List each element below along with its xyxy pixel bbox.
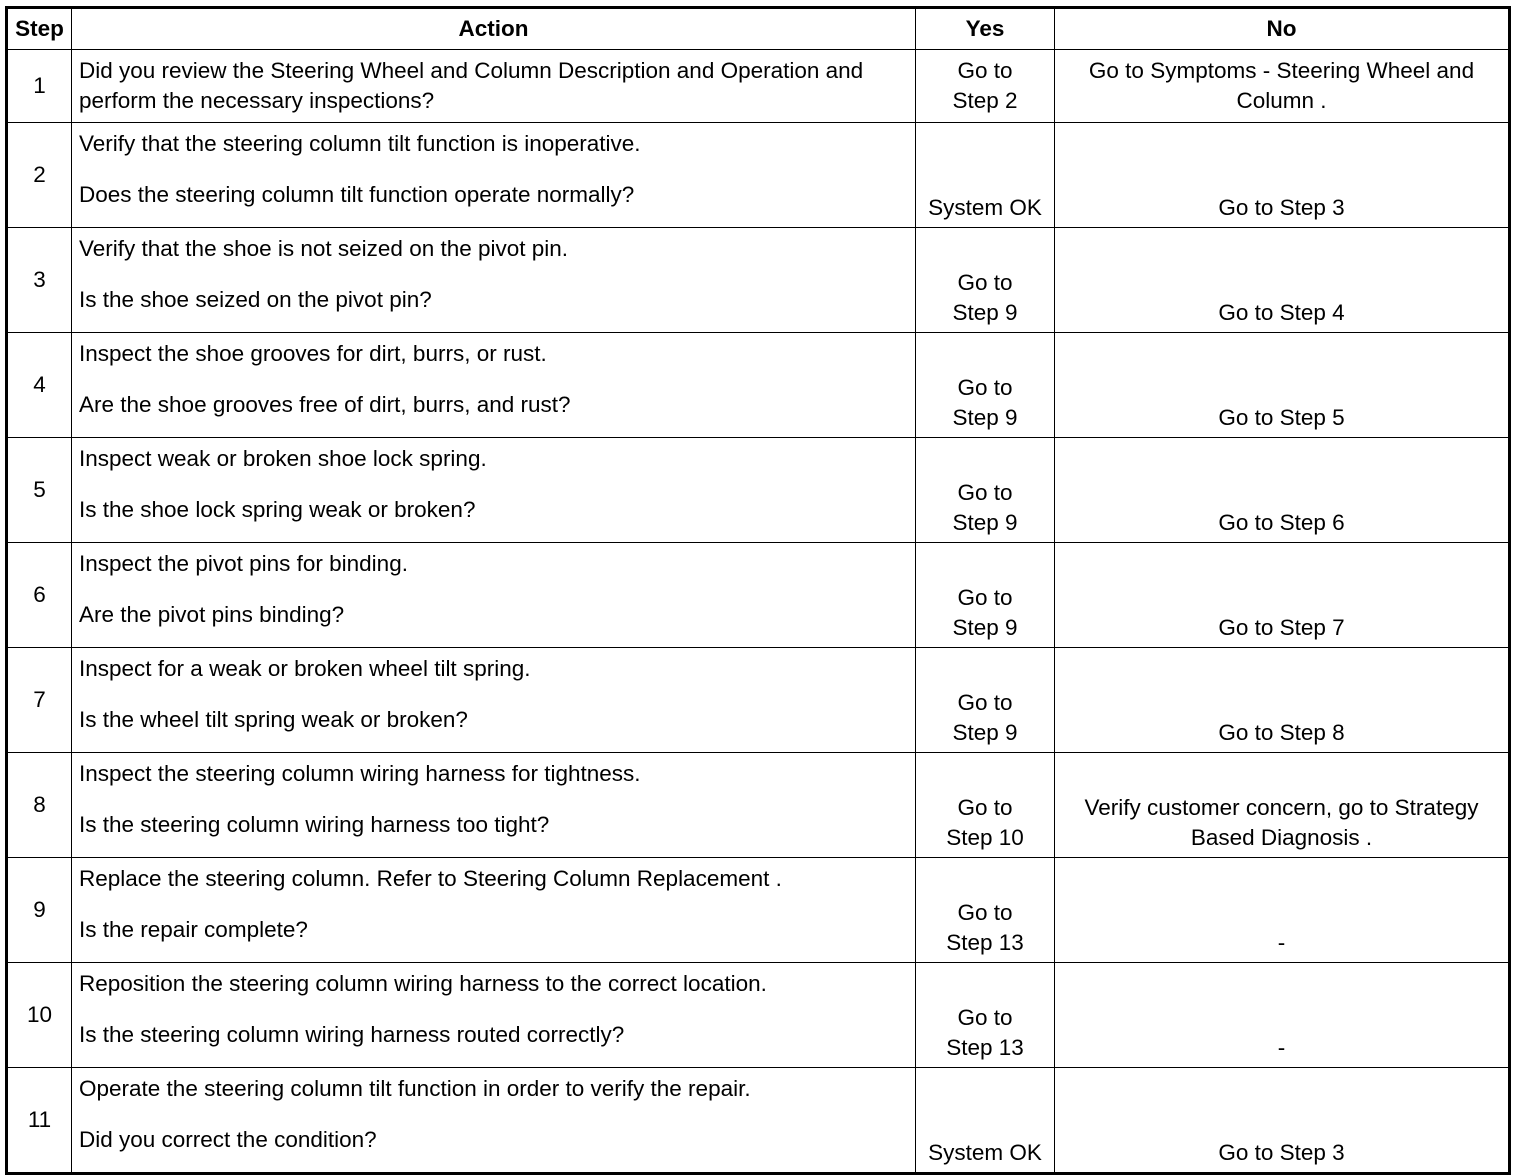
yes-cell xyxy=(916,648,1055,753)
step-number: 10 xyxy=(7,963,72,1068)
no-result: - xyxy=(1277,930,1286,955)
yes-result: Go to Step 13 xyxy=(946,1005,1024,1060)
no-cell xyxy=(1055,963,1510,1068)
action-cell xyxy=(72,648,916,753)
action-instruction: Replace the steering column. Refer to Steering Column Replacement . xyxy=(79,866,782,891)
action-question: Is the wheel tilt spring weak or broken? xyxy=(79,707,468,732)
action-cell xyxy=(72,438,916,543)
no-result: Go to Step 5 xyxy=(1218,405,1345,430)
action-instruction: Verify that the steering column tilt function is inoperative. xyxy=(79,131,641,156)
table-row xyxy=(7,123,1510,228)
no-result: Go to Step 8 xyxy=(1218,720,1345,745)
table-row xyxy=(7,228,1510,333)
action-question: Is the shoe lock spring weak or broken? xyxy=(79,497,476,522)
table-row xyxy=(7,543,1510,648)
action-instruction: Inspect the pivot pins for binding. xyxy=(79,551,408,576)
action-cell xyxy=(72,963,916,1068)
yes-result: System OK xyxy=(928,1140,1042,1165)
action-instruction: Inspect for a weak or broken wheel tilt spring. xyxy=(79,656,531,681)
action-instruction: Operate the steering column tilt function in order to verify the repair. xyxy=(79,1076,751,1101)
step-number: 3 xyxy=(7,228,72,333)
action-cell xyxy=(72,123,916,228)
table-row xyxy=(7,50,1510,123)
no-cell xyxy=(1055,438,1510,543)
yes-result: Go to Step 9 xyxy=(952,585,1018,640)
table-row xyxy=(7,648,1510,753)
no-cell xyxy=(1055,228,1510,333)
no-cell xyxy=(1055,648,1510,753)
no-cell xyxy=(1055,1068,1510,1174)
yes-cell xyxy=(916,753,1055,858)
table-row xyxy=(7,753,1510,858)
table-row xyxy=(7,1068,1510,1174)
step-number: 7 xyxy=(7,648,72,753)
header-yes: Yes xyxy=(916,8,1055,50)
yes-cell xyxy=(916,858,1055,963)
header-row xyxy=(7,8,1510,50)
yes-cell xyxy=(916,333,1055,438)
step-number: 5 xyxy=(7,438,72,543)
yes-cell xyxy=(916,123,1055,228)
yes-cell xyxy=(916,50,1055,123)
step-number: 11 xyxy=(7,1068,72,1174)
action-cell xyxy=(72,333,916,438)
yes-result: Go to Step 2 xyxy=(952,58,1018,113)
yes-cell xyxy=(916,438,1055,543)
action-instruction: Verify that the shoe is not seized on the pivot pin. xyxy=(79,236,569,261)
action-instruction: Did you review the Steering Wheel and Column Description and Operation and perform the necessary inspections? xyxy=(79,58,864,113)
table-body xyxy=(7,50,1510,1174)
no-cell xyxy=(1055,858,1510,963)
yes-result: Go to Step 10 xyxy=(946,795,1024,850)
action-question: Is the shoe seized on the pivot pin? xyxy=(79,287,432,312)
no-cell xyxy=(1055,543,1510,648)
no-cell xyxy=(1055,123,1510,228)
no-result: Go to Step 3 xyxy=(1218,1140,1345,1165)
action-question: Are the pivot pins binding? xyxy=(79,602,345,627)
no-cell xyxy=(1055,333,1510,438)
table-row xyxy=(7,963,1510,1068)
no-result: Go to Step 3 xyxy=(1218,195,1345,220)
yes-result: Go to Step 9 xyxy=(952,690,1018,745)
step-number: 2 xyxy=(7,123,72,228)
action-cell xyxy=(72,858,916,963)
action-question: Is the steering column wiring harness routed correctly? xyxy=(79,1022,625,1047)
action-question: Did you correct the condition? xyxy=(79,1127,377,1152)
no-cell xyxy=(1055,50,1510,123)
step-number: 1 xyxy=(7,50,72,123)
action-question: Does the steering column tilt function operate normally? xyxy=(79,182,635,207)
step-number: 6 xyxy=(7,543,72,648)
no-result: Go to Step 7 xyxy=(1218,615,1345,640)
yes-cell xyxy=(916,228,1055,333)
step-number: 9 xyxy=(7,858,72,963)
header-step: Step xyxy=(7,8,72,50)
table-row xyxy=(7,333,1510,438)
table-row xyxy=(7,858,1510,963)
yes-cell xyxy=(916,543,1055,648)
action-cell xyxy=(72,1068,916,1174)
action-instruction: Reposition the steering column wiring harness to the correct location. xyxy=(79,971,767,996)
action-question: Is the repair complete? xyxy=(79,917,308,942)
header-action: Action xyxy=(72,8,916,50)
no-result: Go to Symptoms - Steering Wheel and Column . xyxy=(1088,58,1475,113)
action-cell xyxy=(72,50,916,123)
no-cell xyxy=(1055,753,1510,858)
action-cell xyxy=(72,228,916,333)
action-cell xyxy=(72,753,916,858)
yes-result: Go to Step 9 xyxy=(952,480,1018,535)
action-question: Is the steering column wiring harness too tight? xyxy=(79,812,550,837)
yes-result: Go to Step 13 xyxy=(946,900,1024,955)
yes-result: Go to Step 9 xyxy=(952,270,1018,325)
diagnostic-table xyxy=(5,6,1511,1175)
yes-cell xyxy=(916,963,1055,1068)
no-result: Go to Step 4 xyxy=(1218,300,1345,325)
action-instruction: Inspect the steering column wiring harness for tightness. xyxy=(79,761,641,786)
action-instruction: Inspect the shoe grooves for dirt, burrs, or rust. xyxy=(79,341,547,366)
step-number: 4 xyxy=(7,333,72,438)
yes-result: Go to Step 9 xyxy=(952,375,1018,430)
yes-cell xyxy=(916,1068,1055,1174)
action-question: Are the shoe grooves free of dirt, burrs, and rust? xyxy=(79,392,571,417)
action-instruction: Inspect weak or broken shoe lock spring. xyxy=(79,446,487,471)
yes-result: System OK xyxy=(928,195,1042,220)
no-result: Go to Step 6 xyxy=(1218,510,1345,535)
action-cell xyxy=(72,543,916,648)
no-result: Verify customer concern, go to Strategy Based Diagnosis . xyxy=(1084,795,1479,850)
header-no: No xyxy=(1055,8,1510,50)
step-number: 8 xyxy=(7,753,72,858)
table-row xyxy=(7,438,1510,543)
no-result: - xyxy=(1277,1035,1286,1060)
